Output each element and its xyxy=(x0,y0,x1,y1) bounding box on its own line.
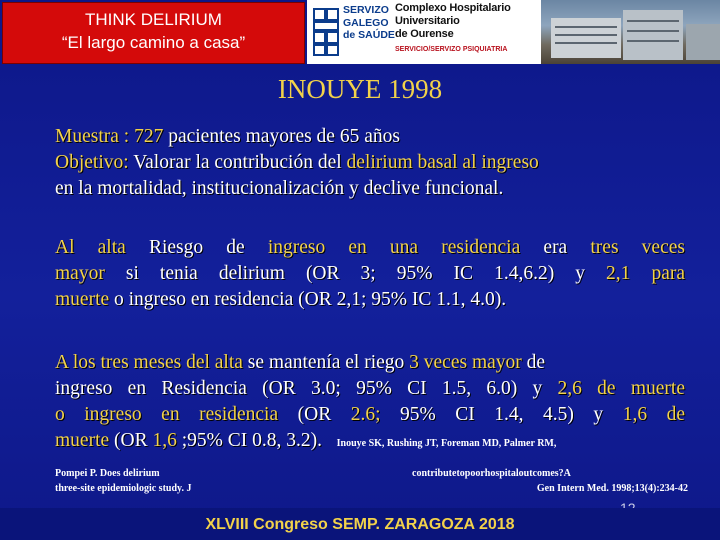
p3-l1-b: se mantenía el riego xyxy=(242,352,410,373)
sample-description: pacientes mayores de 65 años xyxy=(163,126,400,147)
sample-number: 727 xyxy=(134,126,164,147)
p3-l4-a: muerte xyxy=(55,430,110,451)
hospital-department: SERVICIO/SERVIZO PSIQUIATRIA xyxy=(395,46,508,53)
p3-l2-a: ingreso en Residencia (OR 3.0; 95% CI 1.5, 6.0) y xyxy=(55,378,558,399)
p3-l3-e: 1,6 de xyxy=(622,404,685,425)
hospital-photo xyxy=(541,0,720,64)
p2-l3-b: o ingreso en residencia xyxy=(109,289,294,310)
objective-continuation: en la mortalidad, institucionalización y declive funcional. xyxy=(55,178,504,199)
sergas-line-2: GALEGO xyxy=(343,16,389,29)
sergas-line-3: de SAÚDE xyxy=(343,29,395,41)
p3-l3-b: (OR xyxy=(278,404,351,425)
hospital-name xyxy=(395,2,541,41)
study-summary-paragraph xyxy=(55,124,685,202)
p3-l1-e: de xyxy=(521,352,546,373)
p3-l4-d: ;95% CI 0.8, 3.2). xyxy=(176,430,323,451)
p3-l1-c: 3 veces xyxy=(409,352,468,373)
p2-l2-a: mayor xyxy=(55,263,105,284)
p3-l2-b: 2,6 de muerte xyxy=(557,378,685,399)
citation-right xyxy=(408,466,688,496)
slide-title: INOUYE 1998 xyxy=(277,74,443,104)
objective-highlight: delirium basal al ingreso xyxy=(346,152,539,173)
p2-l3-c: (OR 2,1; 95% IC 1.1, 4.0). xyxy=(293,289,507,310)
sergas-cross-logo xyxy=(311,4,341,60)
citation-right-line-2: Gen Intern Med. 1998;13(4):234-42 xyxy=(536,483,688,494)
p2-l2-b: si tenia delirium (OR 3; 95% IC 1.4,6.2) y xyxy=(104,263,607,284)
p3-l4-c: 1,6 xyxy=(152,430,177,451)
p2-l2-c: 2,1 para xyxy=(606,263,685,284)
header-banner xyxy=(2,2,305,64)
p2-l1-a: Al alta xyxy=(55,237,126,258)
p2-l3-a: muerte xyxy=(55,289,110,310)
p2-l1-b: Riesgo de xyxy=(125,237,268,258)
sergas-line-1: SERVIZO xyxy=(343,4,389,16)
p3-l3-a: o ingreso en residencia xyxy=(55,404,279,425)
three-month-paragraph xyxy=(55,350,685,457)
header-title: THINK DELIRIUM xyxy=(85,10,222,29)
footer-text: XLVIII Congreso SEMP. ZARAGOZA 2018 xyxy=(205,516,515,533)
hospital-name-line-2: de Ourense xyxy=(395,28,454,40)
citation-authors: Inouye SK, Rushing JT, Foreman MD, Palmer RM, xyxy=(336,438,557,449)
citation-left-line-1: Pompei P. Does delirium xyxy=(55,468,160,479)
citation-left xyxy=(55,466,191,496)
citation-left-line-2: three-site epidemiologic study. J xyxy=(55,483,192,494)
p2-l1-d: era xyxy=(520,237,591,258)
logo-strip xyxy=(307,0,720,64)
discharge-risk-paragraph xyxy=(55,235,685,313)
objective-label: Objetivo: xyxy=(55,152,129,173)
citation-right-line-1: contributetopoorhospitaloutcomes?A xyxy=(412,468,571,479)
p3-l3-d: 95% CI 1.4, 4.5) y xyxy=(380,404,623,425)
objective-text: Valorar la contribución del xyxy=(128,152,347,173)
p2-l1-e: tres veces xyxy=(590,237,685,258)
p2-l1-c: ingreso en una residencia xyxy=(267,237,521,258)
p3-l1-a: A los tres meses del alta xyxy=(55,352,243,373)
sample-label: Muestra : xyxy=(55,126,130,147)
p3-l3-c: 2.6; xyxy=(350,404,381,425)
hospital-logo xyxy=(395,2,541,62)
header-subtitle: “El largo camino a casa” xyxy=(61,33,246,52)
hospital-name-line-1: Complexo Hospitalario Universitario xyxy=(395,2,511,27)
p3-l4-b: (OR xyxy=(109,430,153,451)
sergas-wordmark xyxy=(343,4,395,42)
p3-l1-d: mayor xyxy=(467,352,522,373)
